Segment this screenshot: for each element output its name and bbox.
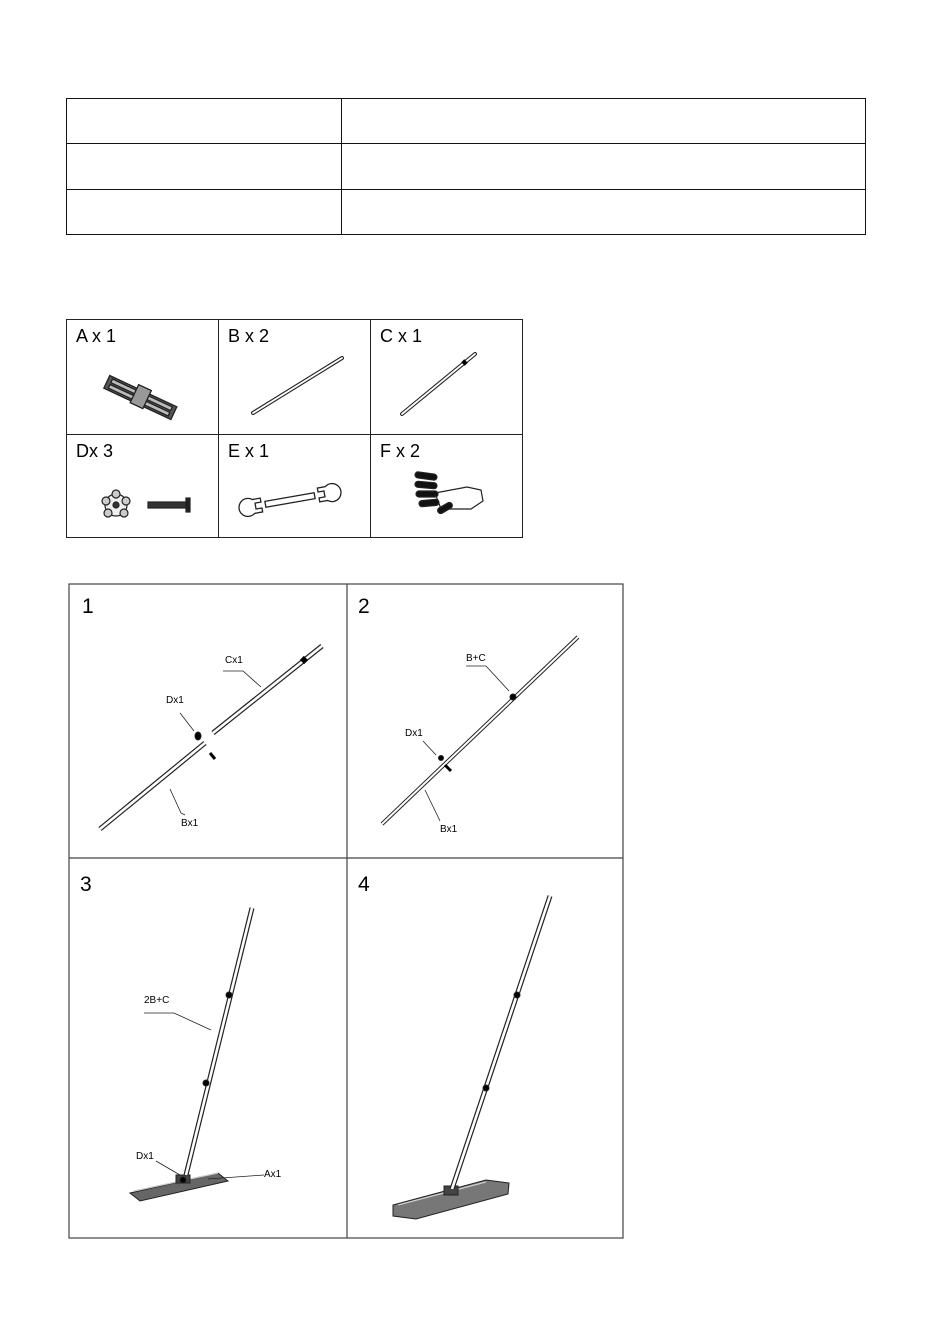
part-label: E x 1 xyxy=(228,441,270,461)
part-cell-a xyxy=(67,320,219,435)
part-label: Dx 3 xyxy=(76,441,114,461)
step-callout: Ax1 xyxy=(264,1169,282,1180)
step-4-drawing xyxy=(393,896,550,1219)
step-number: 1 xyxy=(82,595,94,618)
step-callout: Dx1 xyxy=(405,728,423,739)
spec-table xyxy=(66,98,866,235)
table-cell xyxy=(67,189,342,234)
glove-icon xyxy=(371,435,523,538)
table-cell xyxy=(342,99,866,144)
step-callout: Bx1 xyxy=(440,824,458,835)
table-cell xyxy=(342,144,866,189)
table-cell xyxy=(67,144,342,189)
table-row xyxy=(67,189,866,234)
part-label: B x 2 xyxy=(228,326,270,346)
part-cell-d xyxy=(67,435,219,538)
knob-bolt-icon xyxy=(67,435,219,538)
part-cell-c xyxy=(371,320,523,435)
step-number: 2 xyxy=(358,595,370,618)
part-label: A x 1 xyxy=(76,326,117,346)
step-callout: Cx1 xyxy=(225,655,243,666)
parts-list xyxy=(66,319,523,538)
part-label: C x 1 xyxy=(380,326,423,346)
table-row xyxy=(67,144,866,189)
steps-grid xyxy=(68,583,624,1239)
step-1-drawing xyxy=(100,646,322,829)
part-label: F x 2 xyxy=(380,441,421,461)
step-callout: 2B+C xyxy=(144,995,170,1006)
table-cell xyxy=(342,189,866,234)
pole-with-tip-icon xyxy=(371,320,523,435)
step-callout: Bx1 xyxy=(181,818,199,829)
assembly-steps xyxy=(68,583,624,1239)
table-cell xyxy=(67,99,342,144)
pole-icon xyxy=(219,320,371,435)
part-cell-f xyxy=(371,435,523,538)
step-callout: Dx1 xyxy=(166,695,184,706)
step-number: 4 xyxy=(358,873,370,896)
wrench-icon xyxy=(219,435,371,538)
part-cell-e xyxy=(219,435,371,538)
step-callout: Dx1 xyxy=(136,1151,154,1162)
mop-head-icon xyxy=(67,320,219,435)
part-cell-b xyxy=(219,320,371,435)
step-number: 3 xyxy=(80,873,92,896)
table-row xyxy=(67,99,866,144)
step-callout: B+C xyxy=(466,653,486,664)
